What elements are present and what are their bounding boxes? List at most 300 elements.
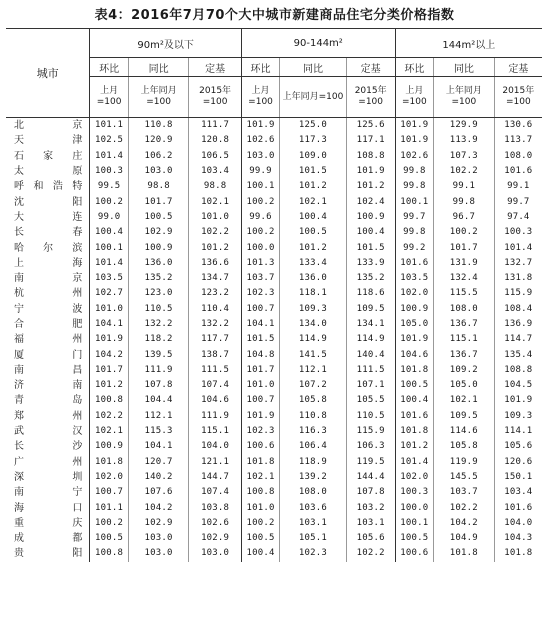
value-cell: 103.0	[128, 531, 189, 546]
value-cell: 101.0	[241, 378, 279, 393]
value-cell: 100.2	[434, 225, 495, 240]
city-cell: 深 圳	[14, 471, 83, 483]
value-cell: 109.5	[434, 409, 495, 424]
value-cell: 109.2	[434, 363, 495, 378]
group-header-small: 90m²及以下	[90, 29, 241, 58]
value-cell: 109.0	[280, 149, 346, 164]
city-cell: 天 津	[14, 135, 83, 147]
table-row	[6, 302, 542, 317]
value-cell: 101.5	[346, 240, 395, 255]
value-cell: 103.8	[189, 500, 241, 515]
value-cell: 103.7	[434, 485, 495, 500]
city-cell: 杭 州	[14, 288, 83, 300]
value-cell: 98.8	[189, 179, 241, 194]
value-cell: 103.0	[128, 546, 189, 561]
value-cell: 119.9	[434, 455, 495, 470]
city-cell: 石家庄	[14, 150, 83, 162]
value-cell: 102.5	[90, 133, 128, 148]
value-cell: 101.2	[90, 378, 128, 393]
value-cell: 99.1	[434, 179, 495, 194]
city-cell: 青 岛	[14, 395, 83, 407]
city-cell: 上 海	[14, 257, 83, 269]
value-cell: 114.9	[346, 332, 395, 347]
value-cell: 118.1	[280, 286, 346, 301]
value-cell: 100.0	[395, 500, 433, 515]
value-cell: 136.0	[280, 271, 346, 286]
value-cell: 135.2	[128, 271, 189, 286]
value-cell: 135.4	[494, 347, 542, 362]
value-cell: 110.8	[280, 409, 346, 424]
value-cell: 100.7	[90, 485, 128, 500]
value-cell: 99.9	[241, 164, 279, 179]
value-cell: 101.8	[241, 455, 279, 470]
value-cell: 138.7	[189, 347, 241, 362]
value-cell: 102.1	[90, 424, 128, 439]
value-cell: 108.0	[280, 485, 346, 500]
value-cell: 99.2	[395, 240, 433, 255]
value-cell: 103.1	[280, 516, 346, 531]
city-cell: 广 州	[14, 456, 83, 468]
value-cell: 123.0	[128, 286, 189, 301]
value-cell: 104.1	[241, 317, 279, 332]
value-cell: 120.7	[128, 455, 189, 470]
value-cell: 98.8	[128, 179, 189, 194]
value-cell: 106.2	[128, 149, 189, 164]
table-row	[6, 409, 542, 424]
value-cell: 110.5	[346, 409, 395, 424]
city-cell: 南 京	[14, 273, 83, 285]
value-cell: 150.1	[494, 470, 542, 485]
value-cell: 101.9	[494, 393, 542, 408]
value-cell: 101.1	[90, 500, 128, 515]
value-cell: 102.3	[280, 546, 346, 561]
value-cell: 100.2	[90, 516, 128, 531]
value-cell: 117.3	[280, 133, 346, 148]
value-cell: 139.5	[128, 347, 189, 362]
value-cell: 99.0	[90, 210, 128, 225]
value-cell: 105.6	[346, 531, 395, 546]
value-cell: 103.4	[189, 164, 241, 179]
table-row	[6, 133, 542, 148]
value-cell: 114.7	[494, 332, 542, 347]
value-cell: 102.1	[241, 470, 279, 485]
value-cell: 102.9	[189, 531, 241, 546]
value-cell: 103.5	[395, 271, 433, 286]
sub-header-1-2: 定基	[346, 58, 395, 77]
base-header-2-0: 上月=100	[395, 77, 433, 118]
value-cell: 100.3	[90, 164, 128, 179]
value-cell: 104.2	[128, 500, 189, 515]
value-cell: 101.6	[395, 256, 433, 271]
value-cell: 100.8	[90, 546, 128, 561]
value-cell: 117.7	[189, 332, 241, 347]
value-cell: 101.9	[241, 409, 279, 424]
base-header-2-2: 2015年=100	[494, 77, 542, 118]
group-header-large: 144m²以上	[395, 29, 542, 58]
value-cell: 102.3	[241, 424, 279, 439]
table-row	[6, 470, 542, 485]
table-row	[6, 225, 542, 240]
city-cell: 武 汉	[14, 426, 83, 438]
price-index-table	[6, 28, 542, 562]
city-cell: 合 肥	[14, 319, 83, 330]
city-cell: 太 原	[14, 166, 83, 178]
value-cell: 101.8	[395, 424, 433, 439]
value-cell: 108.4	[494, 302, 542, 317]
value-cell: 133.9	[346, 256, 395, 271]
table-row	[6, 347, 542, 362]
value-cell: 108.0	[434, 302, 495, 317]
value-cell: 107.8	[346, 485, 395, 500]
value-cell: 110.8	[128, 118, 189, 134]
city-cell: 福 州	[14, 334, 83, 346]
value-cell: 102.4	[346, 194, 395, 209]
value-cell: 136.0	[128, 256, 189, 271]
city-cell: 北 京	[14, 120, 83, 132]
value-cell: 101.4	[395, 455, 433, 470]
table-row	[6, 194, 542, 209]
value-cell: 100.9	[128, 240, 189, 255]
value-cell: 101.4	[90, 149, 128, 164]
value-cell: 114.9	[280, 332, 346, 347]
value-cell: 103.7	[241, 271, 279, 286]
value-cell: 104.8	[241, 347, 279, 362]
value-cell: 134.7	[189, 271, 241, 286]
city-column-header: 城市	[6, 29, 90, 118]
city-cell: 厦 门	[14, 349, 83, 361]
value-cell: 100.1	[241, 179, 279, 194]
table-row	[6, 210, 542, 225]
value-cell: 104.3	[494, 531, 542, 546]
value-cell: 107.4	[189, 485, 241, 500]
value-cell: 101.6	[494, 500, 542, 515]
value-cell: 102.2	[434, 500, 495, 515]
value-cell: 100.5	[395, 378, 433, 393]
value-cell: 102.6	[189, 516, 241, 531]
value-cell: 100.2	[241, 516, 279, 531]
value-cell: 107.8	[128, 378, 189, 393]
value-cell: 108.0	[494, 149, 542, 164]
value-cell: 103.4	[494, 485, 542, 500]
value-cell: 100.2	[90, 194, 128, 209]
value-cell: 104.2	[90, 347, 128, 362]
value-cell: 101.5	[280, 164, 346, 179]
table-row	[6, 271, 542, 286]
value-cell: 102.3	[241, 286, 279, 301]
value-cell: 144.7	[189, 470, 241, 485]
value-cell: 101.4	[90, 256, 128, 271]
value-cell: 100.6	[241, 439, 279, 454]
value-cell: 139.2	[280, 470, 346, 485]
value-cell: 135.2	[346, 271, 395, 286]
value-cell: 107.3	[434, 149, 495, 164]
value-cell: 111.7	[189, 118, 241, 134]
sub-header-0-2: 定基	[189, 58, 241, 77]
value-cell: 100.4	[395, 393, 433, 408]
value-cell: 136.9	[494, 317, 542, 332]
value-cell: 125.6	[346, 118, 395, 134]
value-cell: 100.1	[395, 194, 433, 209]
value-cell: 101.0	[241, 500, 279, 515]
table-row	[6, 500, 542, 515]
value-cell: 104.6	[189, 393, 241, 408]
value-cell: 115.1	[189, 424, 241, 439]
value-cell: 134.0	[280, 317, 346, 332]
value-cell: 125.0	[280, 118, 346, 134]
value-cell: 140.4	[346, 347, 395, 362]
sub-header-1-1: 同比	[280, 58, 346, 77]
value-cell: 102.9	[128, 225, 189, 240]
value-cell: 134.1	[346, 317, 395, 332]
value-cell: 101.9	[395, 118, 433, 134]
table-row	[6, 286, 542, 301]
value-cell: 108.8	[494, 363, 542, 378]
value-cell: 101.6	[494, 164, 542, 179]
value-cell: 100.8	[241, 485, 279, 500]
value-cell: 100.9	[90, 439, 128, 454]
city-cell: 呼和浩特	[14, 181, 83, 193]
value-cell: 97.4	[494, 210, 542, 225]
value-cell: 100.8	[90, 393, 128, 408]
value-cell: 109.5	[346, 302, 395, 317]
value-cell: 107.4	[189, 378, 241, 393]
table-row	[6, 164, 542, 179]
value-cell: 99.8	[395, 164, 433, 179]
value-cell: 101.0	[189, 210, 241, 225]
city-cell: 宁 波	[14, 303, 83, 315]
value-cell: 101.9	[90, 332, 128, 347]
value-cell: 101.8	[434, 546, 495, 561]
value-cell: 100.5	[395, 531, 433, 546]
value-cell: 100.2	[241, 225, 279, 240]
value-cell: 102.2	[189, 225, 241, 240]
value-cell: 101.9	[346, 164, 395, 179]
value-cell: 101.2	[346, 179, 395, 194]
value-cell: 140.2	[128, 470, 189, 485]
table-row	[6, 149, 542, 164]
value-cell: 105.1	[280, 531, 346, 546]
value-cell: 115.9	[346, 424, 395, 439]
table-row	[6, 393, 542, 408]
value-cell: 101.7	[434, 240, 495, 255]
value-cell: 119.5	[346, 455, 395, 470]
value-cell: 106.3	[346, 439, 395, 454]
city-cell: 南 昌	[14, 364, 83, 376]
value-cell: 102.6	[395, 149, 433, 164]
value-cell: 101.1	[90, 118, 128, 134]
value-cell: 141.5	[280, 347, 346, 362]
value-cell: 103.2	[346, 500, 395, 515]
value-cell: 117.1	[346, 133, 395, 148]
value-cell: 101.2	[395, 439, 433, 454]
value-cell: 101.8	[90, 455, 128, 470]
table-row	[6, 118, 542, 134]
table-row	[6, 455, 542, 470]
value-cell: 107.6	[128, 485, 189, 500]
value-cell: 99.7	[395, 210, 433, 225]
city-cell: 长 春	[14, 227, 83, 239]
table-row	[6, 363, 542, 378]
value-cell: 99.8	[395, 179, 433, 194]
table-row	[6, 240, 542, 255]
value-cell: 115.3	[128, 424, 189, 439]
value-cell: 101.7	[90, 363, 128, 378]
value-cell: 105.6	[494, 439, 542, 454]
value-cell: 101.9	[241, 118, 279, 134]
value-cell: 104.5	[494, 378, 542, 393]
value-cell: 112.1	[128, 409, 189, 424]
value-cell: 99.8	[395, 225, 433, 240]
value-cell: 101.9	[395, 332, 433, 347]
value-cell: 100.0	[241, 240, 279, 255]
value-cell: 133.4	[280, 256, 346, 271]
city-cell: 大 连	[14, 211, 83, 223]
value-cell: 107.2	[280, 378, 346, 393]
base-header-1-1: 上年同月=100	[280, 77, 346, 118]
value-cell: 114.6	[434, 424, 495, 439]
value-cell: 115.1	[434, 332, 495, 347]
value-cell: 101.8	[494, 546, 542, 561]
value-cell: 104.9	[434, 531, 495, 546]
city-cell: 济 南	[14, 380, 83, 392]
value-cell: 131.9	[434, 256, 495, 271]
value-cell: 100.1	[395, 516, 433, 531]
value-cell: 104.0	[494, 516, 542, 531]
value-cell: 99.8	[434, 194, 495, 209]
value-cell: 100.3	[494, 225, 542, 240]
value-cell: 100.9	[346, 210, 395, 225]
table-body	[6, 118, 542, 562]
value-cell: 101.5	[241, 332, 279, 347]
value-cell: 102.6	[241, 133, 279, 148]
value-cell: 105.0	[434, 378, 495, 393]
base-header-1-0: 上月=100	[241, 77, 279, 118]
value-cell: 144.4	[346, 470, 395, 485]
table-row	[6, 485, 542, 500]
value-cell: 104.1	[90, 317, 128, 332]
base-header-0-0: 上月=100	[90, 77, 128, 118]
value-cell: 111.9	[128, 363, 189, 378]
city-cell: 郑 州	[14, 410, 83, 422]
value-cell: 101.3	[241, 256, 279, 271]
value-cell: 100.9	[395, 302, 433, 317]
sub-header-1-0: 环比	[241, 58, 279, 77]
value-cell: 106.4	[280, 439, 346, 454]
value-cell: 136.7	[434, 347, 495, 362]
value-cell: 100.7	[241, 393, 279, 408]
value-cell: 110.4	[189, 302, 241, 317]
value-cell: 118.6	[346, 286, 395, 301]
value-cell: 145.5	[434, 470, 495, 485]
value-cell: 113.7	[494, 133, 542, 148]
value-cell: 104.1	[128, 439, 189, 454]
value-cell: 104.6	[395, 347, 433, 362]
value-cell: 99.5	[90, 179, 128, 194]
value-cell: 99.7	[494, 194, 542, 209]
value-cell: 103.5	[90, 271, 128, 286]
value-cell: 120.9	[128, 133, 189, 148]
base-header-0-1: 上年同月=100	[128, 77, 189, 118]
value-cell: 130.6	[494, 118, 542, 134]
table-title: 表4：2016年7月70个大中城市新建商品住宅分类价格指数	[94, 8, 455, 23]
value-cell: 111.9	[189, 409, 241, 424]
value-cell: 103.0	[128, 164, 189, 179]
value-cell: 112.1	[280, 363, 346, 378]
value-cell: 113.9	[434, 133, 495, 148]
city-cell: 重 庆	[14, 517, 83, 529]
sub-header-2-1: 同比	[434, 58, 495, 77]
base-header-0-2: 2015年=100	[189, 77, 241, 118]
value-cell: 100.4	[346, 225, 395, 240]
value-cell: 106.5	[189, 149, 241, 164]
value-cell: 107.1	[346, 378, 395, 393]
table-row	[6, 332, 542, 347]
value-cell: 99.1	[494, 179, 542, 194]
sub-header-2-0: 环比	[395, 58, 433, 77]
value-cell: 102.7	[90, 286, 128, 301]
value-cell: 132.2	[128, 317, 189, 332]
value-cell: 101.9	[395, 133, 433, 148]
value-cell: 120.6	[494, 455, 542, 470]
value-cell: 105.8	[434, 439, 495, 454]
value-cell: 105.5	[346, 393, 395, 408]
city-cell: 沈 阳	[14, 196, 83, 208]
value-cell: 110.5	[128, 302, 189, 317]
table-row	[6, 516, 542, 531]
value-cell: 109.3	[280, 302, 346, 317]
value-cell: 101.0	[90, 302, 128, 317]
value-cell: 115.9	[494, 286, 542, 301]
value-cell: 118.9	[280, 455, 346, 470]
value-cell: 129.9	[434, 118, 495, 134]
value-cell: 123.2	[189, 286, 241, 301]
table-row	[6, 378, 542, 393]
value-cell: 120.8	[189, 133, 241, 148]
value-cell: 136.7	[434, 317, 495, 332]
value-cell: 102.0	[395, 286, 433, 301]
table-row	[6, 256, 542, 271]
table-row	[6, 317, 542, 332]
table-row	[6, 439, 542, 454]
value-cell: 104.4	[128, 393, 189, 408]
value-cell: 103.6	[280, 500, 346, 515]
value-cell: 105.0	[395, 317, 433, 332]
value-cell: 101.2	[189, 240, 241, 255]
value-cell: 102.1	[434, 393, 495, 408]
value-cell: 109.3	[494, 409, 542, 424]
group-header-medium: 90-144m²	[241, 29, 395, 58]
city-cell: 贵 阳	[14, 548, 83, 560]
value-cell: 100.5	[90, 531, 128, 546]
table-row	[6, 531, 542, 546]
value-cell: 114.1	[494, 424, 542, 439]
base-header-1-2: 2015年=100	[346, 77, 395, 118]
value-cell: 100.4	[280, 210, 346, 225]
value-cell: 100.6	[395, 546, 433, 561]
table-row	[6, 179, 542, 194]
value-cell: 102.0	[395, 470, 433, 485]
value-cell: 132.4	[434, 271, 495, 286]
value-cell: 100.3	[395, 485, 433, 500]
value-cell: 103.0	[189, 546, 241, 561]
value-cell: 103.0	[241, 149, 279, 164]
value-cell: 100.4	[90, 225, 128, 240]
value-cell: 102.1	[280, 194, 346, 209]
city-cell: 成 都	[14, 533, 83, 545]
value-cell: 101.7	[128, 194, 189, 209]
value-cell: 101.7	[241, 363, 279, 378]
value-cell: 111.5	[189, 363, 241, 378]
